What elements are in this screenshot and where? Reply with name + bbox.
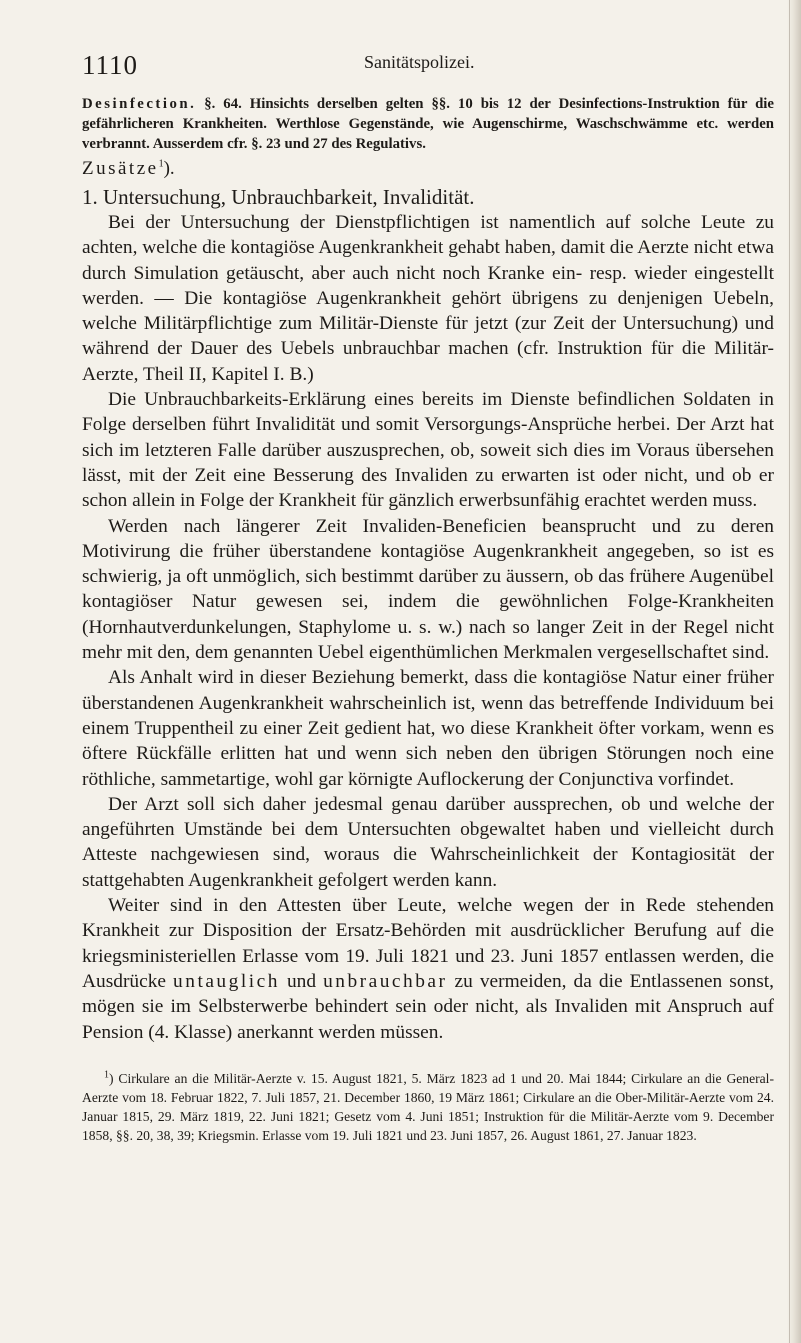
- paragraph: Bei der Untersuchung der Dienstpflichtigen ist namentlich auf solche Leute zu achten, welche die kontagiöse Augenkrankheit gehabt haben, damit die Aerzte nicht etwa durch Simulation getäuscht, aber auch nicht noch Kranke ein- resp. wieder eingestellt werden. — Die kontagiöse Augenkrankheit gehört übrigens zu denjenigen Uebeln, welche Militärpflichtige zum Militär-Dienste für jetzt (zur Zeit der Untersuchung) und während der Dauer des Uebels unbrauchbar machen (cfr. Instruktion für die Militär-Aerzte, Theil II, Kapitel I. B.): [82, 212, 774, 385]
- main-text: [82, 94, 774, 1045]
- footnote-marker: 1: [104, 1069, 109, 1081]
- footnote: [82, 1069, 774, 1145]
- footnote-text: [82, 1069, 774, 1145]
- footnote-body: ) Cirkulare an die Militär-Aerzte v. 15. August 1821, 5. März 1823 ad 1 und 20. Mai 1844; Cirkulare an die General-Aerzte vom 18. Februar 1822, 7. Juli 1857, 21. December 1860, 19 März 1861; Cirkulare an die Ober-Militär-Aerzte vom 24. Januar 1815, 29. März 1819, 22. Juni 1821; Gesetz vom 4. Juni 1851; Instruktion für die Militär-Aerzte vom 9. December 1858, §§. 20, 38, 39; Kriegsmin. Erlasse vom 19. Juli 1821 und 23. Juni 1857, 26. August 1861, 27. Januar 1823.: [82, 1071, 774, 1143]
- emphasis-untauglich: untauglich: [173, 970, 280, 992]
- section-heading: 1. Untersuchung, Unbrauchbarkeit, Invalidität.: [82, 185, 475, 209]
- page-number: 1110: [82, 50, 138, 80]
- page-header: [82, 50, 772, 80]
- paragraph-text: zu vermeiden, da die Entlassenen sonst, mögen sie im Selbsterwerbe behindert sein oder nicht, als Invaliden mit Anspruch auf Pension (4. Klasse) anerkannt werden müssen.: [82, 970, 774, 1043]
- zusaetze-label: Zusätze: [82, 158, 159, 179]
- footnote-reference: 1: [158, 158, 164, 170]
- desinfection-label: Desinfection.: [82, 96, 197, 112]
- zusaetze-heading: [82, 156, 774, 182]
- paragraph-text: Weiter sind in den Attesten über Leute, welche wegen der in Rede stehenden Krankheit zur Disposition der Ersatz-Behörden mit ausdrücklicher Berufung auf die kriegsministeriellen Erlasse vom 19. Juli 1821 und 23. Juni 1857 entlassen werden, die Ausdrücke: [82, 895, 774, 992]
- desinfection-paragraph: [82, 94, 774, 154]
- paragraph: Als Anhalt wird in dieser Beziehung bemerkt, dass die kontagiöse Natur einer früher überstandenen Augenkrankheit wahrscheinlich ist, wenn das betreffende Individuum bei einem Truppentheil zu einer Zeit gedient hat, wo diese Krankheit öfter vorkam, wenn es öftere Rückfälle erlitten hat und wenn sich neben den übrigen Störungen noch eine röthliche, sammetartige, wohl gar körnigte Auflockerung der Conjunctiva vorfindet.: [82, 667, 774, 790]
- paragraph: [82, 893, 774, 1045]
- running-head: Sanitätspolizei.: [364, 52, 475, 72]
- paragraph: Die Unbrauchbarkeits-Erklärung eines bereits im Dienste befindlichen Soldaten in Folge derselben führt Invalidität und somit Versorgungs-Ansprüche herbei. Der Arzt hat sich im letzteren Falle darüber auszusprechen, ob, soweit sich dies im Voraus übersehen lässt, mit der Zeit eine Besserung des Invaliden zu erwarten ist oder nicht, und ob er schon allein in Folge der Krankheit für gänzlich erwerbsunfähig erachtet werden muss.: [82, 389, 774, 512]
- emphasis-unbrauchbar: unbrauchbar: [323, 970, 448, 992]
- zusaetze-trailing: ).: [163, 158, 175, 179]
- page-edge-line: [789, 0, 790, 1343]
- paragraph: Der Arzt soll sich daher jedesmal genau darüber aussprechen, ob und welche der angeführten Umstände bei dem Untersuchten obgewaltet haben und vielleicht durch Atteste nachgewiesen sind, woraus die Wahrscheinlichkeit der Kontagiosität der stattgehabten Augenkrankheit gefolgert werden kann.: [82, 793, 774, 891]
- paragraph-text: und: [279, 970, 324, 992]
- desinfection-text: §. 64. Hinsichts derselben gelten §§. 10 bis 12 der Desinfections-Instruktion für die gefährlicheren Krankheiten. Werthlose Gegenstände, wie Augenschirme, Waschschwämme etc. werden verbrannt. Ausserdem cfr. §. 23 und 27 des Regulativs.: [82, 96, 774, 152]
- paragraph: Werden nach längerer Zeit Invaliden-Beneficien beansprucht und zu deren Motivirung die früher überstandene kontagiöse Augenkrankheit angegeben, so ist es schwierig, ja oft unmöglich, sich bestimmt darüber zu äussern, ob das frühere Augenübel kontagiöser Natur gewesen sei, indem die gewöhnlichen Folge-Krankheiten (Hornhautverdunkelungen, Staphylome u. s. w.) nach so langer Zeit in der Regel nicht mehr mit den, dem genannten Uebel eigenthümlichen Merkmalen vergesellschaftet sind.: [82, 515, 774, 664]
